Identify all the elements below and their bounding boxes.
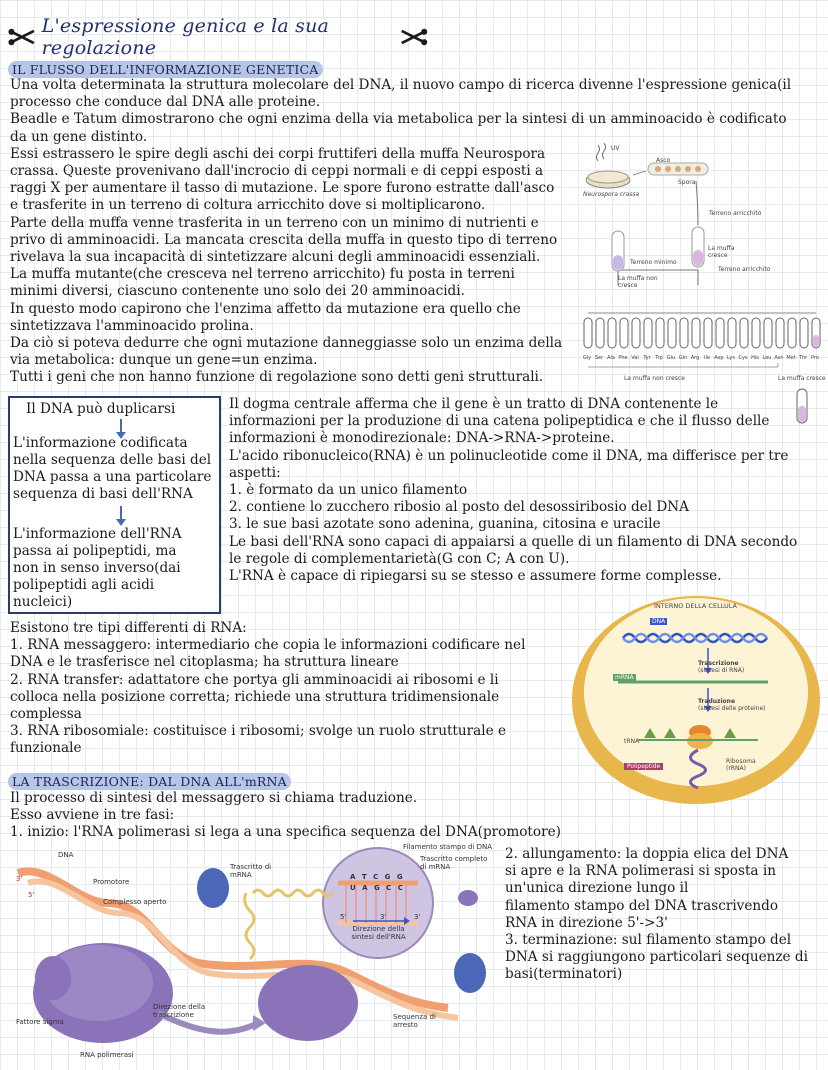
- text-line: funzionale: [10, 740, 82, 757]
- text-line: complessa: [10, 706, 82, 723]
- text-line: un'unica direzione lungo il: [505, 880, 689, 897]
- amino-label: His: [751, 355, 759, 361]
- text-line: DNA si raggiungono particolari sequenze di: [505, 949, 808, 966]
- amino-label: Tyr: [643, 355, 651, 361]
- fig-label: Filamento stampo di DNA: [403, 843, 492, 851]
- fig-label: 5': [28, 891, 35, 899]
- text-line: rivelava la sua incapacità di sintetizzare alcuni degli amminoacidi essenziali.: [10, 249, 541, 266]
- fig-label: Asco: [656, 157, 671, 164]
- text-line: 2. RNA transfer: adattatore che portya gli amminoacidi ai ribosomi e li: [10, 671, 499, 688]
- scissors-icon: [400, 27, 428, 47]
- text-line: Beadle e Tatum dimostrarono che ogni enzima della via metabolica per la sintesi di un amminoacido è codificato: [10, 111, 787, 128]
- amino-label: Trp: [655, 355, 663, 361]
- fig-label: 3': [16, 875, 23, 883]
- text-line: raggi X per aumentare il tasso di mutazione. Le spore furono estratte dall'asco: [10, 180, 555, 197]
- amino-label: Ile: [704, 355, 710, 361]
- fig-label: La muffa non cresce: [618, 275, 658, 289]
- text-line: L'acido ribonucleico(RNA) è un polinucleotide come il DNA, ma differisce per tre: [229, 447, 789, 464]
- amino-label: Lys: [727, 355, 735, 361]
- text-line: 3. terminazione: sul filamento stampo del: [505, 932, 792, 949]
- text-line: informazioni è monodirezionale: DNA->RNA->proteine.: [229, 430, 615, 447]
- section2-right-body: [505, 846, 808, 984]
- text-line: La muffa mutante(che cresceva nel terreno arricchito) fu posta in terreni: [10, 266, 515, 283]
- text-line: L'RNA è capace di ripiegarsi su se stesso e assumere forme complesse.: [229, 568, 722, 585]
- fig-label: La muffa cresce: [708, 245, 735, 259]
- amino-label: Met: [786, 355, 796, 361]
- text-line: In questo modo capirono che l'enzima affetto da mutazione era quello che: [10, 300, 521, 317]
- neurospora-figure: [578, 135, 826, 385]
- fig-label: Terreno arricchito: [709, 210, 762, 217]
- text-line: Da ciò si poteva dedurre che ogni mutazione danneggiasse solo un enzima della: [10, 335, 563, 352]
- fig-label: mRNA: [615, 674, 634, 681]
- section2-body: [10, 790, 561, 842]
- scissors-icon: [8, 27, 36, 47]
- fig-label: RNA polimerasi: [80, 1051, 134, 1059]
- flow-step-3-line: L'informazione dell'RNA: [13, 526, 182, 542]
- text-line: Le basi dell'RNA sono capaci di appaiarsi a quelle di un filamento di DNA secondo: [229, 533, 798, 550]
- fig-label: UV: [611, 145, 620, 152]
- flow-step-2-line: nella sequenza delle basi del: [13, 452, 212, 468]
- neurospora-diagram: [578, 135, 826, 385]
- dna-flow-box: [8, 396, 221, 614]
- amino-acid-labels: [581, 355, 828, 361]
- flow-step-3-line: polipeptidi agli acidi: [13, 577, 155, 593]
- fig-label: 3': [414, 913, 421, 921]
- text-line: aspetti:: [229, 464, 281, 481]
- fig-label: Sequenza di arresto: [393, 1013, 436, 1029]
- fig-label: Spora: [678, 179, 696, 186]
- text-line: basi(terminatori): [505, 966, 623, 983]
- amino-label: Gly: [582, 355, 592, 361]
- amino-label: Asp: [714, 355, 724, 361]
- text-line: via metabolica: dunque un gene=un enzima.: [10, 352, 318, 369]
- text-line: Essi estrassero le spire degli aschi dei corpi fruttiferi della muffa Neurospora: [10, 145, 546, 162]
- arrow-down-icon: [120, 506, 122, 520]
- text-line: 1. inizio: l'RNA polimerasi si lega a una specifica sequenza del DNA(promotore): [10, 824, 561, 841]
- arrow-head-icon: [116, 519, 126, 526]
- text-line: Il processo di sintesi del messaggero si chiama traduzione.: [10, 790, 418, 806]
- text-line: 3. RNA ribosomiale: costituisce i ribosomi; svolge un ruolo strutturale e: [10, 723, 506, 740]
- fig-label: (rRNA): [726, 765, 746, 772]
- amino-label: Ala: [607, 355, 615, 361]
- fig-label: 3': [380, 913, 387, 921]
- fig-label: A T C G G: [350, 873, 405, 881]
- text-line: 3. le sue basi azotate sono adenina, guanina, citosina e uracile: [229, 516, 661, 533]
- section-heading-trascrizione: LA TRASCRIZIONE: DAL DNA ALL'mRNA: [8, 773, 291, 790]
- text-line: Esistono tre tipi differenti di RNA:: [10, 620, 247, 636]
- text-line: 2. allungamento: la doppia elica del DNA: [505, 846, 789, 862]
- text-line: Parte della muffa venne trasferita in un terreno con un minimo di nutrienti e: [10, 214, 539, 231]
- fig-label: Complesso aperto: [103, 898, 167, 906]
- fig-label: Direzione della sintesi dell'RNA: [351, 925, 406, 941]
- text-line: e trasferite in un terreno di coltura arricchito dove si moltiplicarono.: [10, 197, 486, 214]
- fig-label: 5': [340, 913, 347, 921]
- flow-step-2-line: sequenza di basi dell'RNA: [13, 486, 193, 502]
- dogma-body: [229, 396, 797, 585]
- fig-label: Terreno minimo: [630, 259, 677, 266]
- flow-step-2-line: L'informazione codificata: [13, 435, 188, 451]
- text-line: filamento stampo del DNA trascrivendo: [505, 897, 779, 914]
- rna-types-body: [10, 620, 525, 758]
- cell-figure: [568, 590, 824, 808]
- fig-label: La muffa non cresce: [624, 375, 685, 382]
- amino-label: Phe: [618, 355, 628, 361]
- fig-label: DNA: [58, 851, 74, 859]
- fig-label: (sintesi di RNA): [698, 667, 745, 674]
- text-line: Esso avviene in tre fasi:: [10, 807, 175, 824]
- fig-label: Polipeptide: [624, 763, 663, 770]
- tube-row: [584, 318, 820, 348]
- fig-label: DNA: [652, 618, 666, 625]
- flow-step-3-line: nucleici): [13, 594, 73, 610]
- flow-step-1: Il DNA può duplicarsi: [26, 401, 176, 417]
- text-line: si apre e la RNA polimerasi si sposta in: [505, 863, 776, 880]
- fig-label: Neurospora crassa: [583, 191, 640, 198]
- amino-label: Asn: [774, 355, 784, 361]
- fig-label: Traduzione: [698, 698, 736, 705]
- title-text: L'espressione genica e la sua regolazione: [41, 15, 330, 59]
- text-line: processo che conduce dal DNA alle proteine.: [10, 94, 321, 111]
- section-heading-flusso: IL FLUSSO DELL'INFORMAZIONE GENETICA: [8, 61, 323, 78]
- text-line: minimi diversi, ciascuno contenente uno solo dei 20 amminoacidi.: [10, 283, 465, 300]
- fig-label: U A G C C: [350, 884, 405, 892]
- text-line: RNA in direzione 5'->3': [505, 914, 668, 931]
- flow-step-3-line: non in senso inverso(dai: [13, 560, 181, 576]
- fig-label: Direzione della trascrizione: [153, 1003, 206, 1019]
- fig-label: Terreno arricchito: [718, 266, 771, 273]
- amino-label: Pro: [811, 355, 819, 361]
- text-line: colloca nella posizione corretta; richiede una struttura tridimensionale: [10, 688, 500, 705]
- fig-label: INTERNO DELLA CELLULA: [654, 602, 737, 610]
- text-line: da un gene distinto.: [10, 128, 148, 145]
- fig-label: Trascrizione: [698, 660, 739, 667]
- fig-label: Trascritto di mRNA: [230, 863, 272, 879]
- text-line: Tutti i geni che non hanno funzione di regolazione sono detti geni strutturali.: [10, 369, 544, 386]
- flow-step-3-line: passa ai polipeptidi, ma: [13, 543, 177, 559]
- text-line: 2. contiene lo zucchero ribosio al posto del desossiribosio del DNA: [229, 499, 689, 516]
- text-line: crassa. Queste provenivano dall'incrocio di ceppi normali e di ceppi esposti a: [10, 163, 544, 180]
- cell-diagram: [568, 590, 824, 808]
- text-line: 1. è formato da un unico filamento: [229, 482, 468, 499]
- text-line: DNA e le trasferisce nel citoplasma; ha struttura lineare: [10, 654, 399, 671]
- amino-label: Thr: [798, 355, 808, 361]
- fig-label: La muffa cresce: [778, 375, 826, 382]
- fig-label: Fattore sigma: [16, 1018, 64, 1026]
- text-line: Il dogma centrale afferma che il gene è un tratto di DNA contenente le: [229, 396, 719, 412]
- text-line: le regole di complementarietà(G con C; A con U).: [229, 550, 570, 567]
- text-line: sintetizzava l'amminoacido prolina.: [10, 317, 254, 334]
- arrow-down-icon: [120, 419, 122, 433]
- fig-label: Promotore: [93, 878, 130, 886]
- text-line: 1. RNA messaggero: intermediario che copia le informazioni codificare nel: [10, 637, 526, 654]
- fig-label: Ribosoma: [726, 758, 756, 765]
- amino-label: Gln: [678, 355, 688, 361]
- text-line: informazioni per la produzione di una catena polipeptidica e che il flusso delle: [229, 413, 770, 430]
- amino-label: Val: [631, 355, 639, 361]
- amino-label: Cys: [738, 355, 748, 361]
- text-line: privo di amminoacidi. La mancata crescita della muffa in questo tipo di terreno: [10, 231, 558, 248]
- text-line: Una volta determinata la struttura molecolare del DNA, il nuovo campo di ricerca divenne l'espressione genica(il: [10, 77, 792, 93]
- amino-label: Glu: [666, 355, 676, 361]
- fig-label: Trascritto completo di mRNA: [420, 855, 488, 871]
- transcription-figure: [8, 843, 498, 1065]
- fig-label: tRNA: [624, 738, 640, 745]
- amino-label: Leu: [762, 355, 772, 361]
- amino-label: Ser: [594, 355, 604, 361]
- flow-step-2-line: DNA passa a una particolare: [13, 469, 212, 485]
- fig-label: (sintesi delle proteine): [698, 705, 766, 712]
- amino-label: Arg: [690, 355, 700, 361]
- page-title: [8, 15, 428, 59]
